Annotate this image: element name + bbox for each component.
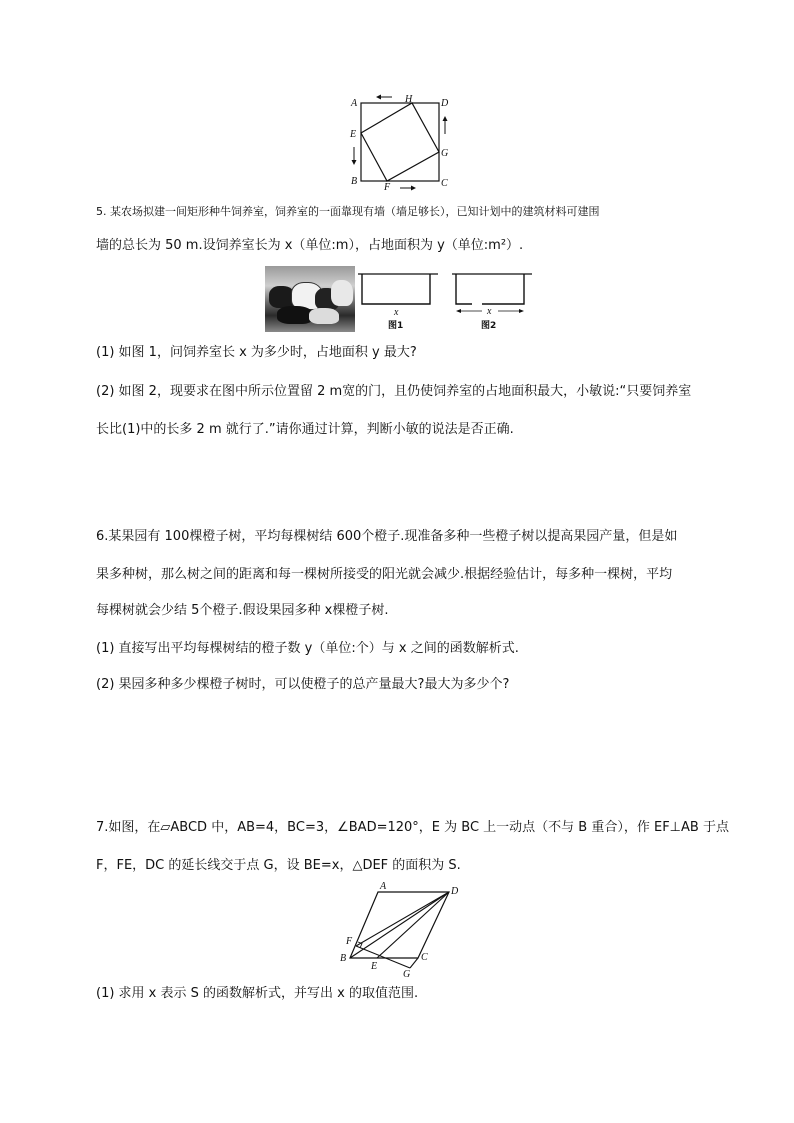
label-B: B [340,953,347,964]
label-A: A [380,881,387,892]
q5-part2-line1: (2) 如图 2，现要求在图中所示位置留 2 m宽的门，且仍使饲养室的占地面积最大，小敏说:“只要饲养室 [96,384,692,399]
label-G: G [403,969,411,980]
label-F: F [346,936,353,947]
q6-line2: 果多种树，那么树之间的距离和每一棵树所接受的阳光就会减少.根据经验估计，每多种一棵树，平均 [96,567,673,582]
inner-square-efgh [361,103,439,181]
q6-line3: 每棵树就会少结 5个橙子.假设果园多种 x棵橙子树. [96,603,389,618]
label-C: C [441,178,448,189]
cattle-photo [265,266,355,332]
q6-line1: 6.某果园有 100棵橙子树，平均每棵树结 600个橙子.现准备多种一些橙子树以提高果园产量，但是如 [96,529,678,544]
arrow-up-icon [443,116,448,134]
q6-part1: (1) 直接写出平均每棵树结的橙子数 y（单位:个）与 x 之间的函数解析式. [96,641,519,656]
square-figure [340,94,460,194]
label-H: H [405,94,413,105]
q5-line1: 5. 某农场拟建一间矩形种牛饲养室，饲养室的一面靠现有墙（墙足够长），已知计划中的建筑材料可建围 [96,205,600,218]
square-abcd [361,103,439,181]
label-G: G [441,148,449,159]
figure-2 [452,270,534,334]
label-B: B [351,176,358,187]
q7-line1: 7.如图，在▱ABCD 中，AB=4，BC=3，∠BAD=120°，E 为 BC 上一动点（不与 B 重合），作 EF⊥AB 于点 [96,820,729,835]
enclosure [362,274,430,304]
segment-FD [356,892,449,946]
label-F: F [384,182,391,193]
q5-line2: 墙的总长为 50 m.设饲养室长为 x（单位:m），占地面积为 y（单位:m²）. [96,238,524,253]
arrow-right-icon [400,186,416,191]
label-D: D [441,98,449,109]
q6-part2: (2) 果园多种多少棵橙子树时，可以使橙子的总产量最大?最大为多少个? [96,677,510,692]
enclosure-right [482,274,524,304]
fig2-x-label: x [487,306,492,317]
q5-part2-line2: 长比(1)中的长多 2 m 就行了.”请你通过计算，判断小敏的说法是否正确. [96,422,514,437]
label-A: A [351,98,358,109]
fig1-x-label: x [394,307,399,318]
enclosure-left [456,274,472,304]
q7-line2: F，FE，DC 的延长线交于点 G，设 BE=x，△DEF 的面积为 S. [96,858,461,873]
arrow-left-icon [376,95,392,100]
segment-CG [410,958,418,968]
fig1-caption: 图1 [388,321,404,331]
segment-FG [356,946,410,968]
label-E: E [350,129,357,140]
label-D: D [451,886,459,897]
q7-part1: (1) 求用 x 表示 S 的函数解析式，并写出 x 的取值范围. [96,986,419,1001]
segment-ED [377,892,449,958]
label-E: E [371,961,378,972]
arrow-down-icon [352,147,357,165]
label-C: C [421,952,428,963]
q5-part1: (1) 如图 1，问饲养室长 x 为多少时，占地面积 y 最大? [96,345,417,360]
figure-1 [358,270,440,334]
parallelogram-figure [336,880,466,980]
fig2-caption: 图2 [481,321,497,331]
